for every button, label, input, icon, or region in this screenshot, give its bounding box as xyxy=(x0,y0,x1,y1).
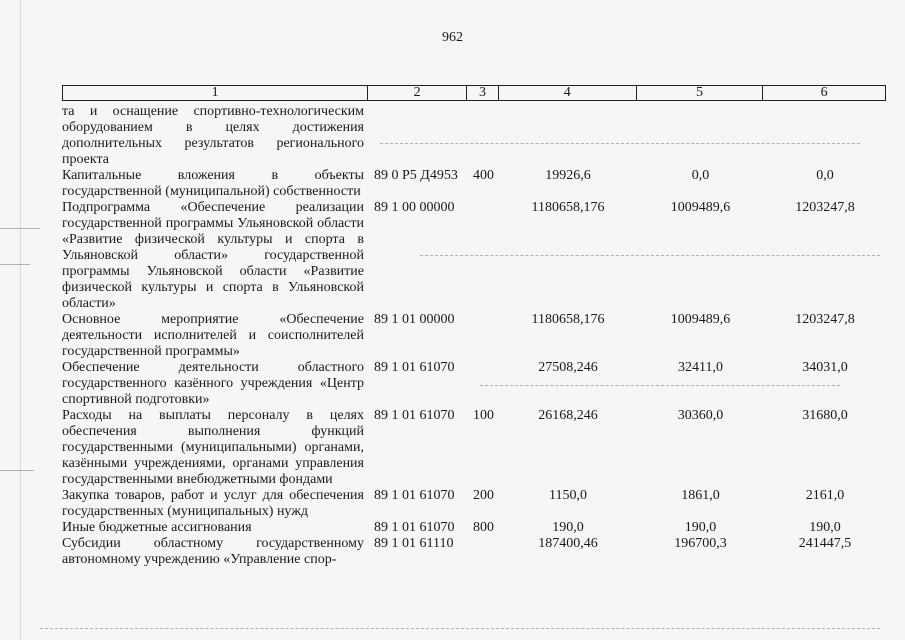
row-description: Иные бюджетные ассигнования xyxy=(62,520,252,535)
row-expense-type xyxy=(467,360,499,408)
row-expense-type xyxy=(467,104,499,168)
row-value-col6: 31680,0 xyxy=(802,408,848,423)
row-code xyxy=(368,104,467,168)
row-code: 89 1 01 00000 xyxy=(374,312,455,327)
row-code: 89 1 01 61110 xyxy=(374,536,454,551)
header-col-1: 1 xyxy=(63,86,368,100)
row-value-col5: 196700,3 xyxy=(674,536,727,551)
row-code: 89 1 01 61070 xyxy=(374,488,455,503)
row-value-col4: 1150,0 xyxy=(549,488,587,503)
header-col-5: 5 xyxy=(637,86,764,100)
scan-artifact-line xyxy=(480,385,840,387)
row-value-col5: 1861,0 xyxy=(681,488,720,503)
row-value-col5: 1009489,6 xyxy=(670,312,731,327)
header-col-4: 4 xyxy=(499,86,637,100)
scan-edge-mark xyxy=(0,228,40,229)
row-value-col6 xyxy=(764,104,886,168)
scan-edge-line xyxy=(20,0,21,640)
table-row xyxy=(62,408,886,488)
row-value-col4: 1180658,176 xyxy=(531,200,605,215)
header-col-2: 2 xyxy=(368,86,467,100)
row-description: Расходы на выплаты персоналу в целях обеспечения выполнения функций государственными (муниципальными) органами, казёнными учреждениями, органами управления государственными внебюджетными фондами xyxy=(62,408,364,487)
row-description: та и оснащение спортивно-технологическим оборудованием в целях достижения дополнительных результатов регионального проекта xyxy=(62,104,364,167)
row-value-col6: 2161,0 xyxy=(805,488,845,503)
table-row xyxy=(62,488,886,520)
table-row xyxy=(62,536,886,568)
table-row xyxy=(62,360,886,408)
row-value-col4: 19926,6 xyxy=(545,168,591,183)
row-expense-type xyxy=(467,536,499,568)
row-description: Обеспечение деятельности областного государственного казённого учреждения «Центр спортивной подготовки» xyxy=(62,360,364,407)
table-row xyxy=(62,312,886,360)
row-value-col4: 26168,246 xyxy=(538,408,598,423)
scan-artifact-line xyxy=(40,628,880,630)
row-description: Капитальные вложения в объекты государственной (муниципальной) собственности xyxy=(62,168,364,199)
row-value-col5: 0,0 xyxy=(691,168,710,183)
row-description: Подпрограмма «Обеспечение реализации государственной программы Ульяновской области «Развитие физической культуры и спорта в Ульяновской области» государственной программы Ульяновской области «Развитие физической культуры и спорта в Ульяновской области» xyxy=(62,200,364,311)
row-expense-type: 400 xyxy=(473,168,494,183)
row-description: Закупка товаров, работ и услуг для обеспечения государственных (муниципальных) нужд xyxy=(62,488,364,519)
row-value-col5 xyxy=(637,104,764,168)
table-header xyxy=(62,85,886,101)
row-description: Субсидии областному государственному автономному учреждению «Управление спор- xyxy=(62,536,364,567)
row-value-col5: 1009489,6 xyxy=(670,200,731,215)
row-expense-type: 800 xyxy=(473,520,494,535)
row-value-col6: 1203247,8 xyxy=(795,312,855,327)
row-code: 89 1 00 00000 xyxy=(374,200,455,215)
table-body xyxy=(62,104,886,568)
row-value-col6: 190,0 xyxy=(809,520,841,535)
row-value-col4: 190,0 xyxy=(552,520,584,535)
row-code: 89 1 01 61070 xyxy=(374,520,455,535)
scan-artifact-line xyxy=(380,143,860,145)
page-number: 962 xyxy=(442,30,463,45)
header-col-3: 3 xyxy=(467,86,499,100)
row-code: 89 1 01 61070 xyxy=(374,360,455,375)
scan-artifact-line xyxy=(420,255,880,257)
row-value-col4: 1180658,176 xyxy=(531,312,605,327)
row-expense-type xyxy=(467,312,499,360)
row-value-col6: 1203247,8 xyxy=(795,200,855,215)
row-value-col4 xyxy=(499,104,637,168)
row-expense-type: 200 xyxy=(473,488,494,503)
row-value-col5: 190,0 xyxy=(684,520,717,535)
row-code: 89 0 P5 Д4953 xyxy=(374,168,458,183)
row-value-col6: 34031,0 xyxy=(802,360,848,375)
table-row xyxy=(62,168,886,200)
row-value-col4: 27508,246 xyxy=(538,360,598,375)
header-col-6: 6 xyxy=(820,85,828,100)
row-value-col6: 0,0 xyxy=(816,168,834,183)
row-value-col5: 30360,0 xyxy=(677,408,724,423)
row-value-col5: 32411,0 xyxy=(678,360,723,375)
table-row xyxy=(62,104,886,168)
row-value-col6: 241447,5 xyxy=(798,536,852,551)
row-description: Основное мероприятие «Обеспечение деятельности исполнителей и соисполнителей государственной программы» xyxy=(62,312,364,359)
row-expense-type: 100 xyxy=(473,408,494,423)
scan-edge-mark xyxy=(0,470,34,471)
row-value-col4: 187400,46 xyxy=(538,536,598,551)
scan-edge-mark xyxy=(0,264,30,265)
row-code: 89 1 01 61070 xyxy=(374,408,455,423)
table-row xyxy=(62,520,886,536)
